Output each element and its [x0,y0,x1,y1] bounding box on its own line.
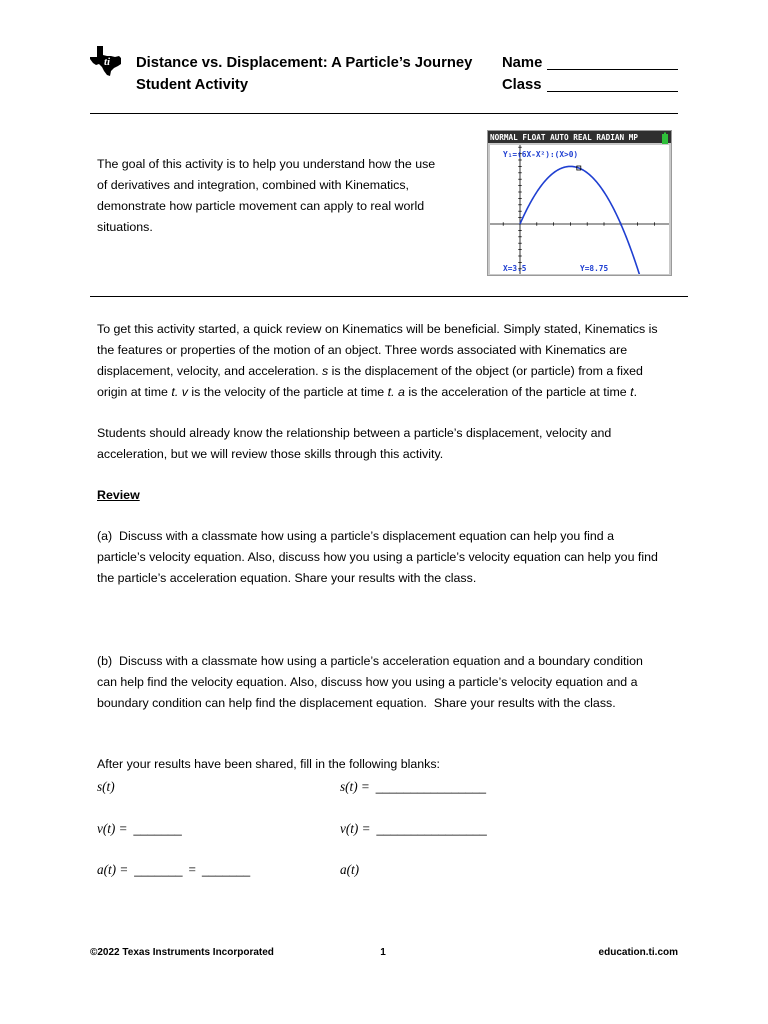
text-line: situations. [97,219,153,234]
acceleration-function-label: a(t) = [97,861,129,877]
text-line: To get this activity started, a quick review on Kinematics will be beneficial. Simply stated, Kinematics is [97,321,658,336]
texas-instruments-logo-icon [89,45,123,77]
text-line [97,361,658,382]
battery-icon [662,133,668,145]
text-line: Students should already know the relationship between a particle’s displacement, velocity and [97,425,612,440]
velocity-function-label: v(t) = [97,820,128,836]
text-line: (a) Discuss with a classmate how using a particle’s displacement equation can help you find a [97,528,615,543]
fill-in-row-displacement-left [97,776,115,797]
text-line: the particle’s acceleration equation. Share your results with the class. [97,570,477,585]
review-part-b [97,651,643,714]
fill-in-row-velocity-right [340,818,487,840]
italic-text: t. [387,384,395,399]
velocity-answer-blank: _______ [133,821,182,836]
calculator-graph-screenshot [487,130,672,276]
fill-in-row-acceleration-left [97,859,250,881]
acceleration-function-label: a(t) [340,861,360,877]
italic-text: v [181,384,188,399]
text-segment: is the acceleration of the particle at time [404,384,631,399]
battery-body [662,134,668,144]
text-line [97,382,658,403]
fill-in-row-displacement-right [340,776,486,798]
name-label: Name [502,55,543,71]
velocity-function-label: v(t) = [340,820,371,836]
velocity-answer-blank: ________________ [376,821,487,836]
italic-text: t. [171,384,179,399]
footer-website: education.ti.com [598,947,678,958]
battery-cap [664,133,666,135]
name-blank-line [547,69,678,70]
fill-in-instructions: After your results have been shared, fill in the following blanks: [97,756,440,771]
plot-area [490,145,669,274]
text-line: can help find the velocity equation. Also, discuss how you using a particle’s velocity equation and a [97,674,638,689]
review-part-a [97,526,658,589]
text-segment: is the displacement of the object (or particle) from a fixed [328,363,643,378]
text-line: of derivatives and integration, combined with Kinematics, [97,177,409,192]
text-line: the features or properties of the motion of an object. Three words associated with Kinematics are [97,342,628,357]
text-segment: . [633,384,638,399]
trace-y-readout: Y=8.75 [580,264,609,273]
text-segment: origin at time [97,384,172,399]
italic-text: a [397,384,405,399]
text-segment: is the velocity of the particle at time [187,384,388,399]
text-segment: displacement, velocity, and acceleration. [97,363,322,378]
text-line: boundary condition can help find the displacement equation. Share your results with the class. [97,695,616,710]
text-line: (b) Discuss with a classmate how using a particle’s acceleration equation and a boundary condition [97,653,643,668]
text-line: particle’s velocity equation. Also, discuss how you using a particle’s velocity equation can help you find [97,549,658,564]
intro-divider [90,296,688,297]
text-line: demonstrate how particle movement can apply to real world [97,198,425,213]
trace-x-readout: X=3.5 [503,264,527,273]
class-label: Class [502,77,542,93]
fill-in-row-velocity-left [97,818,182,840]
graph-equation: Y₁=(6X-X²):(X>0) [503,150,579,159]
text-line: acceleration, but we will review those skills through this activity. [97,446,444,461]
acceleration-answer-blank: _______ [134,862,183,877]
equals-sign: = [188,861,196,877]
acceleration-answer-blank: _______ [201,862,251,877]
italic-text: t [630,384,634,399]
kinematics-paragraph [97,319,658,403]
page-number: 1 [380,947,386,958]
status-bar-text: NORMAL FLOAT AUTO REAL RADIAN MP [490,133,639,142]
logo-lettering: ti [104,56,111,68]
italic-text: s [322,363,329,378]
displacement-answer-blank: ________________ [375,779,487,794]
displacement-function-label: s(t) [97,778,115,794]
displacement-function-label: s(t) = [340,778,370,794]
intro-paragraph [97,154,435,238]
document-subtitle: Student Activity [136,77,249,93]
document-title: Distance vs. Displacement: A Particle’s Journey [136,55,473,71]
footer-copyright: ©2022 Texas Instruments Incorporated [90,947,274,958]
prior-knowledge-paragraph [97,423,611,465]
review-heading: Review [97,487,140,502]
fill-in-row-acceleration-right [340,859,359,880]
text-line: The goal of this activity is to help you understand how the use [97,156,436,171]
header-divider [90,113,678,114]
ti-logo-graphic [89,45,123,77]
class-blank-line [547,91,678,92]
